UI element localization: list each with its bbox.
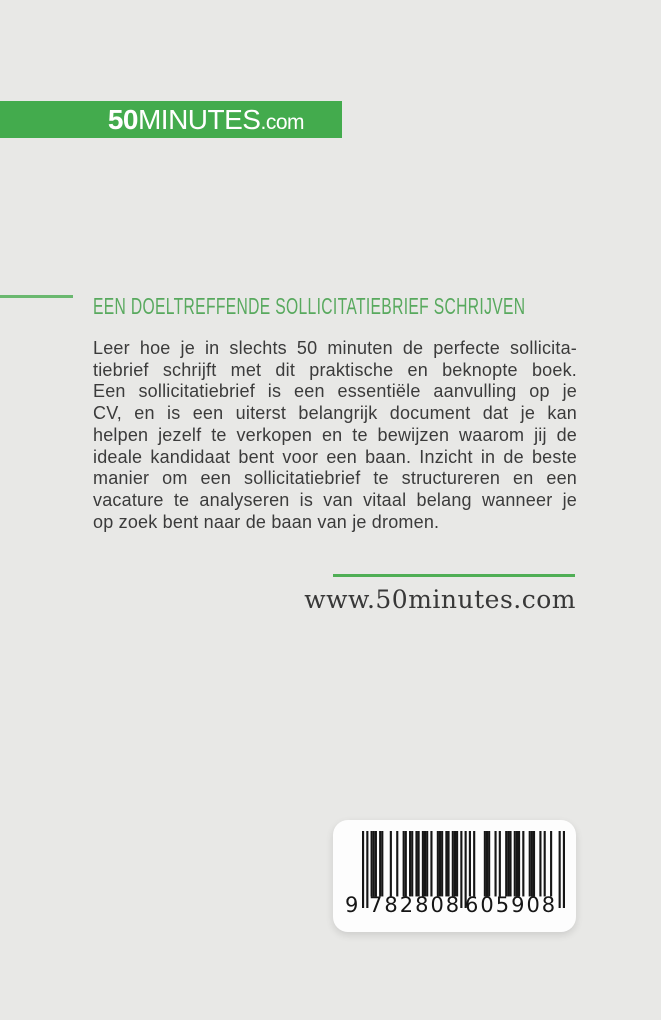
body-line: Leer hoe je in slechts 50 minuten de perfecte sollicita- <box>93 338 577 358</box>
barcode-digits-right: 605908 <box>465 893 558 917</box>
brand-logo <box>108 104 304 136</box>
heading-accent-line <box>0 295 73 298</box>
body-line: tiebrief schrijft met dit praktische en beknopte boek. <box>93 359 577 380</box>
logo-domain: .com <box>260 110 304 134</box>
body-line: op zoek bent naar de baan van je dromen. <box>93 511 440 532</box>
body-line: Een sollicitatiebrief is een essentiële aanvulling op je <box>93 381 577 402</box>
website-divider <box>333 574 575 577</box>
body-line: ideale kandidaat bent voor een baan. Inzicht in de beste <box>93 446 577 467</box>
barcode-digit-first: 9 <box>345 893 361 917</box>
logo-50: 50 <box>107 103 138 135</box>
logo-minutes: MINUTES <box>137 103 261 135</box>
body-line: helpen jezelf te verkopen en te bewijzen waarom jij de <box>93 424 577 445</box>
body-line: vacature te analyseren is van vitaal belang wanneer je <box>93 489 577 510</box>
barcode-digits-left: 782808 <box>369 893 462 917</box>
section-heading: EEN DOELTREFFENDE SOLLICITATIEBRIEF SCHRIJVEN <box>93 293 526 319</box>
website-url: www.50minutes.com <box>304 585 576 614</box>
body-line: manier om een sollicitatiebrief te structureren en een <box>93 468 577 489</box>
back-cover-text <box>93 338 577 533</box>
barcode-label <box>333 820 576 932</box>
brand-banner <box>0 101 342 138</box>
body-line: CV, en is een uiterst belangrijk document dat je kan <box>93 403 577 424</box>
